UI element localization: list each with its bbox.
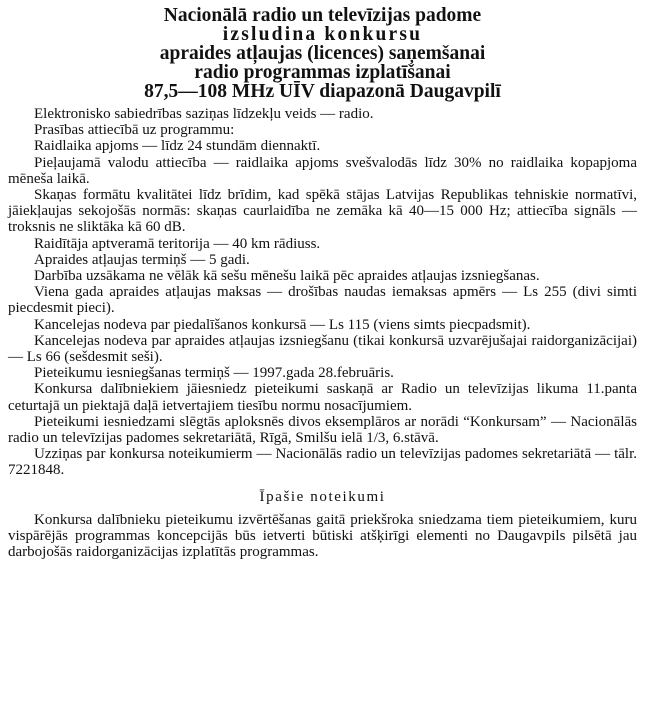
paragraph-participation-fee: Kancelejas nodeva par piedalīšanos konkursā — Ls 115 (viens simts piecpadsmit). <box>34 316 531 333</box>
title-line-5: 87,5—108 MHz UĪV diapazonā Daugavpilī <box>144 81 501 102</box>
paragraph-license-term: Apraides atļaujas termiņš — 5 gadi. <box>34 251 250 268</box>
title-line-2: izsludina konkursu <box>222 24 423 45</box>
special-conditions-heading: Īpašie noteikumi <box>259 488 386 505</box>
paragraph-program-requirements: Prasības attiecībā uz programmu: <box>34 122 235 139</box>
paragraph-media-type: Elektronisko sabiedrības saziņas līdzekļu veids — radio. <box>34 106 374 122</box>
paragraph-language-ratio: Pieļaujamā valodu attiecība — raidlaika apjoms svešvalodās līdz 30% no raidlaika kopapjoma mēneša laikā. <box>8 154 637 187</box>
paragraph-airtime: Raidlaika apjoms — līdz 24 stundām diennaktī. <box>34 138 321 155</box>
paragraph-submission-deadline: Pieteikumu iesniegšanas termiņš — 1997.gada 28.februāris. <box>34 365 394 382</box>
announcement-body <box>8 106 637 479</box>
paragraph-sound-quality: Skaņas formātu kvalitātei līdz brīdim, kad spēkā stājas Latvijas Republikas tehniskie normatīvi, jāiekļaujas sekojošās normās: skaņas caurlaidība ne zemāka kā 40—15 000 Hz; attiecība signāls — troksnis ne sliktāka kā 60 dB. <box>8 187 637 236</box>
paragraph-submission-address: Pieteikumi iesniedzami slēgtās aploksnēs divos eksemplāros ar norādi “Konkursam” — Nacionālās radio un televīzijas padomes sekretariātā, Rīgā, Smilšu ielā 1/3, 6.stāvā. <box>8 413 637 447</box>
title-line-1: Nacionālā radio un televīzijas padome <box>163 5 482 26</box>
title-line-4: radio programmas izplatīšanai <box>194 62 451 83</box>
special-conditions-body <box>8 512 637 561</box>
paragraph-issuance-fee: Kancelejas nodeva par apraides atļaujas izsniegšanu (tikai konkursā uzvarējušajai raidorganizācijai) — Ls 66 (sešdesmit seši). <box>8 332 637 366</box>
announcement-title <box>8 6 637 101</box>
title-line-3: apraides atļaujas (licences) saņemšanai <box>159 43 486 64</box>
paragraph-submission-rules: Konkursa dalībniekiem jāiesniedz pieteikumi saskaņā ar Radio un televīzijas likuma 11.panta ceturtajā un piektajā daļā ietvertajiem tiesību normu nosacījumiem. <box>8 381 637 414</box>
paragraph-coverage: Raidītāja aptveramā teritorija — 40 km rādiuss. <box>34 235 321 252</box>
paragraph-special-conditions: Konkursa dalībnieku pieteikumu izvērtēšanas gaitā priekšroka sniedzama tiem pieteikumiem, kuru vispārējās programmas koncepcijās būs ietverti būtiski atšķirīgi elementi no Daugavpils pilsētā jau darbojošās raidorganizācijas izplatītās programmas. <box>8 511 637 561</box>
paragraph-start-deadline: Darbība uzsākama ne vēlāk kā sešu mēnešu laikā pēc apraides atļaujas izsniegšanas. <box>34 268 540 285</box>
paragraph-contact-info: Uzziņas par konkursa noteikumierm — Nacionālās radio un televīzijas padomes sekretariātā — tālr. 7221848. <box>8 446 637 479</box>
paragraph-license-fee: Viena gada apraides atļaujas maksas — drošības naudas iemaksas apmērs — Ls 255 (divi simti piecdesmit pieci). <box>8 284 637 317</box>
